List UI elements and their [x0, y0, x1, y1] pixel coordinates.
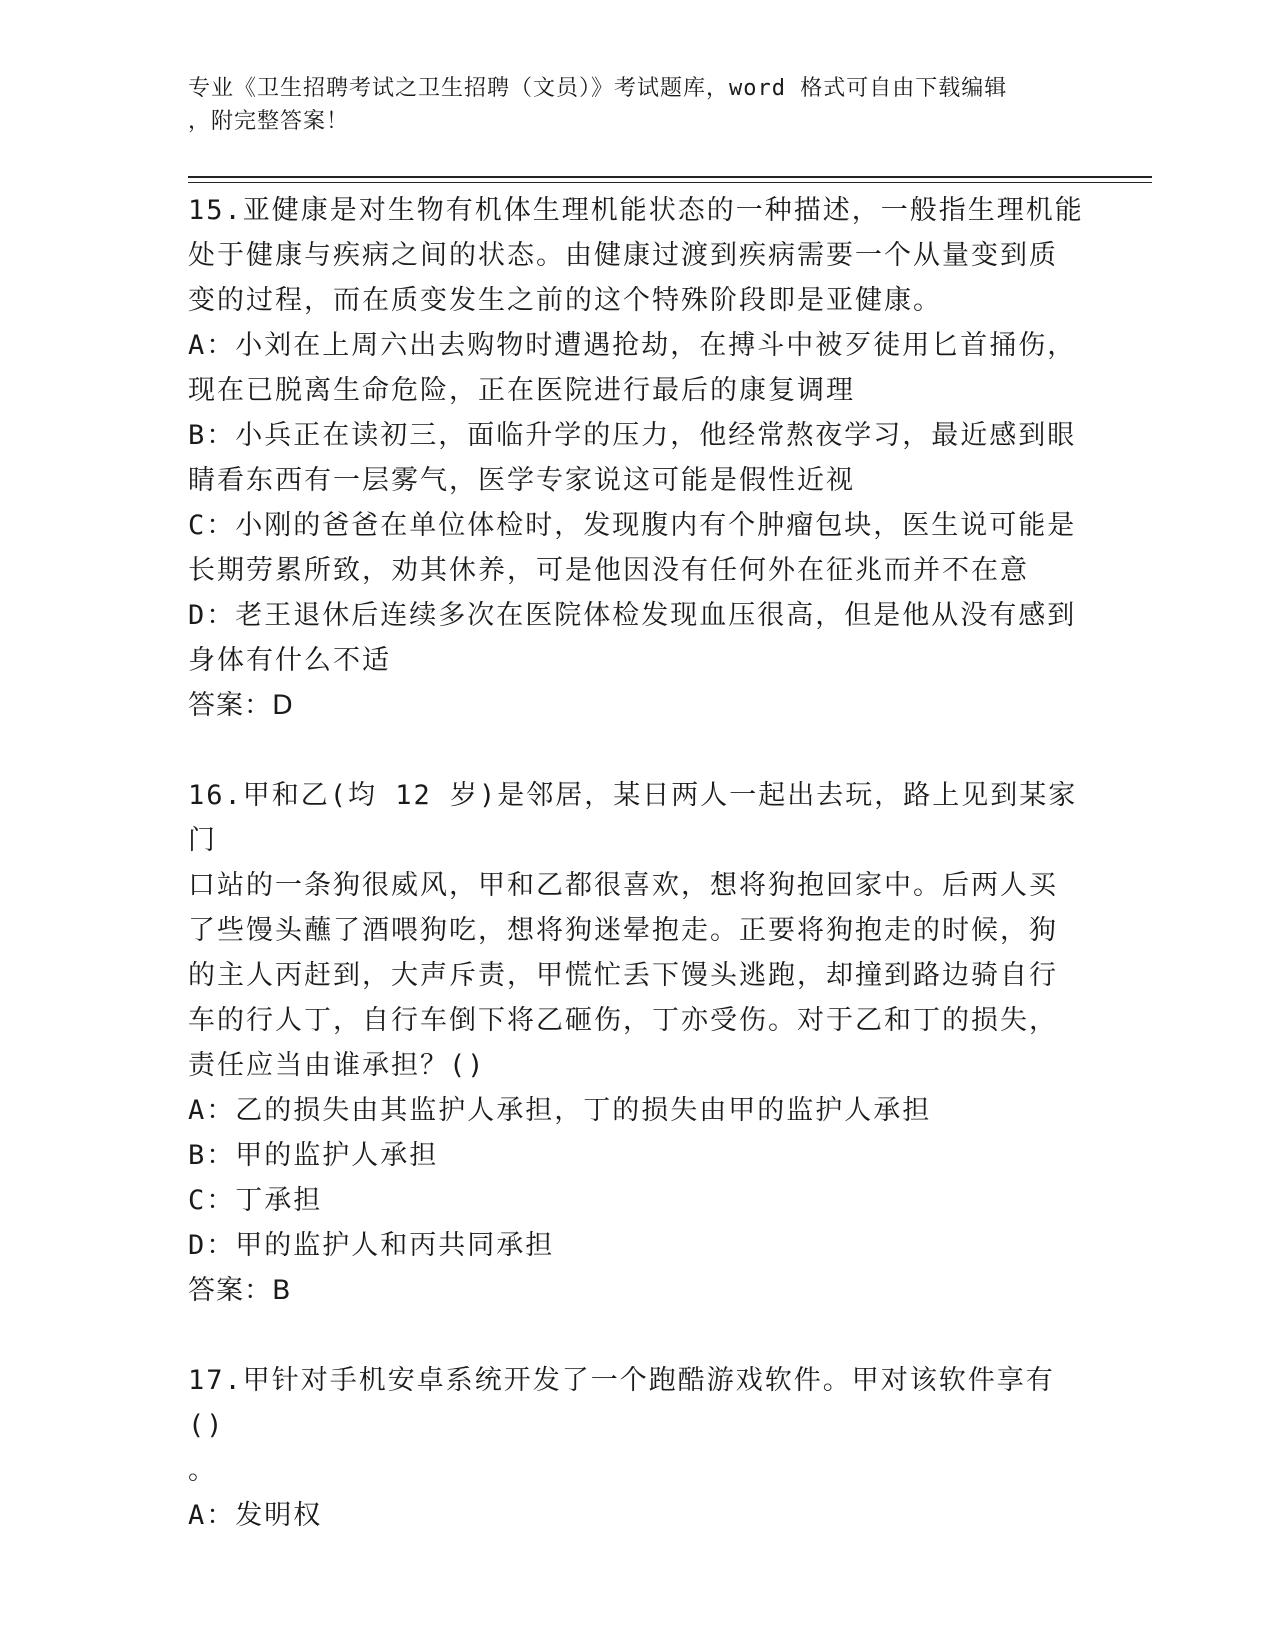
header-line-2: ，附完整答案！ — [188, 109, 350, 134]
option-a: A：发明权 — [188, 1500, 323, 1531]
question-stem-line: 的主人丙赶到，大声斥责，甲慌忙丢下馒头逃跑，却撞到路边骑自行 — [188, 960, 1058, 991]
document-header — [188, 72, 1068, 138]
question-stem-line: 了些馒头蘸了酒喂狗吃，想将狗迷晕抱走。正要将狗抱走的时候，狗 — [188, 915, 1058, 946]
option-b: B：甲的监护人承担 — [188, 1140, 439, 1171]
header-line-1: 专业《卫生招聘考试之卫生招聘（文员）》考试题库，word 格式可自由下载编辑 — [188, 76, 1008, 101]
answer-line: 答案：D — [188, 690, 294, 721]
header-divider-thick — [188, 176, 1152, 178]
question-stem-line: 15.亚健康是对生物有机体生理机能状态的一种描述，一般指生理机能 — [188, 195, 1084, 226]
option-c: C：小刚的爸爸在单位体检时，发现腹内有个肿瘤包块，医生说可能是 — [188, 510, 1077, 541]
option-c: C：丁承担 — [188, 1185, 323, 1216]
question-stem-line: 车的行人丁，自行车倒下将乙砸伤，丁亦受伤。对于乙和丁的损失， — [188, 1005, 1058, 1036]
question-stem-line: 责任应当由谁承担？() — [188, 1050, 486, 1081]
header-divider-thin — [188, 182, 1152, 183]
option-c-cont: 长期劳累所致，劝其休养，可是他因没有任何外在征兆而并不在意 — [188, 555, 1029, 586]
question-17 — [188, 1358, 1088, 1538]
question-stem-line: 处于健康与疾病之间的状态。由健康过渡到疾病需要一个从量变到质 — [188, 240, 1058, 271]
question-list — [188, 188, 1088, 1538]
question-stem-line: 。 — [188, 1455, 217, 1486]
question-stem-line: 口站的一条狗很威风，甲和乙都很喜欢，想将狗抱回家中。后两人买 — [188, 870, 1058, 901]
question-stem-line: 变的过程，而在质变发生之前的这个特殊阶段即是亚健康。 — [188, 285, 942, 316]
question-spacer — [188, 728, 1088, 773]
question-spacer — [188, 1313, 1088, 1358]
question-16 — [188, 773, 1088, 1313]
answer-line: 答案：B — [188, 1275, 292, 1306]
option-b: B：小兵正在读初三，面临升学的压力，他经常熬夜学习，最近感到眼 — [188, 420, 1077, 451]
option-a: A：乙的损失由其监护人承担，丁的损失由甲的监护人承担 — [188, 1095, 932, 1126]
option-a-cont: 现在已脱离生命危险，正在医院进行最后的康复调理 — [188, 375, 855, 406]
question-stem-line: 17.甲针对手机安卓系统开发了一个跑酷游戏软件。甲对该软件享有() — [188, 1365, 1055, 1441]
option-d: D：甲的监护人和丙共同承担 — [188, 1230, 555, 1261]
option-d-cont: 身体有什么不适 — [188, 645, 391, 676]
option-b-cont: 睛看东西有一层雾气，医学专家说这可能是假性近视 — [188, 465, 855, 496]
option-a: A：小刘在上周六出去购物时遭遇抢劫，在搏斗中被歹徒用匕首捅伤， — [188, 330, 1077, 361]
question-15 — [188, 188, 1088, 728]
question-stem-line: 16.甲和乙(均 12 岁)是邻居，某日两人一起出去玩，路上见到某家门 — [188, 780, 1078, 856]
option-d: D：老王退休后连续多次在医院体检发现血压很高，但是他从没有感到 — [188, 600, 1077, 631]
